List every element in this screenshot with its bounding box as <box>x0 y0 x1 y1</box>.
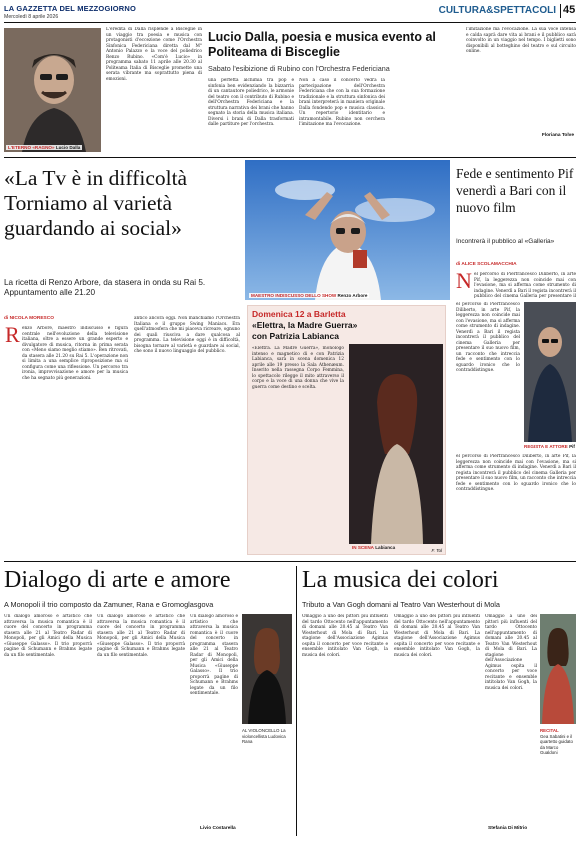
masthead <box>4 3 576 23</box>
cellist-portrait-icon <box>242 614 292 724</box>
musica-caption <box>540 728 576 756</box>
pif-headline: Fede e sentimento Pif venerdì a Bari con il nuovo film <box>456 166 574 215</box>
lucio-caption-name: Lucio Dalla <box>55 145 81 150</box>
pif-text: el percorso di Pierfrancesco Diliberto, in arte Pif, la leggerezza non coincide mai con l'evasione, ma si afferma come strumento di indagine. Venerdì a Bari il regista incontrerà il pubblico del cinema Galleria per presentare il <box>474 272 576 299</box>
newspaper-name: LA GAZZETTA DEL MEZZOGIORNO <box>4 4 137 13</box>
arbore-photo <box>245 160 450 300</box>
lucio-col4: l'imitazione ma l'evocazione. La sua voce intensa e calda saprà dare vita ai brani e il pubblico sarà coinvolto in un viaggio nel tempo. I biglietti sono disponibili al botteghino del teatro e sul circuito online. <box>466 27 576 54</box>
pif-photo <box>524 302 576 442</box>
dialogo-author: Livio Costarella <box>200 826 236 831</box>
dialogo-caption: AL VIOLONCELLO La violoncellista Ludovica Rana <box>242 728 286 744</box>
lucio-col3: Non a caso il concerto vedrà la partecipazione dell'Orchestra Federiciana che con la sua formazione tradizionale e la struttura sinfonica dei brani interpreterà in maniera originale Dalla fondendo pop e musica classica. Un repertorio identitario e intramontabile. Rubino non cerchera l'imitazione ma l'evocazione. <box>299 78 385 127</box>
dialogo-headline: Dialogo di arte e amore <box>4 567 231 593</box>
barletta-caption-name: Labianca <box>375 545 396 550</box>
barletta-photo <box>349 344 443 544</box>
barletta-title: «Elettra, la Madre Guerra» con Patrizia Labianca <box>252 320 358 341</box>
musica-author: Stefania Di Mitrio <box>488 826 528 831</box>
musica-subtitle: Tributo a Van Gogh domani al Teatro Van Westerhout di Mola <box>302 600 500 609</box>
issue-date: Mercoledì 8 aprile 2026 <box>4 14 59 20</box>
dialogo-col1: Un dialogo amoroso e artistico che attraversa la musica romantica è il cuore del concerto in programma stasera alle 21 al Teatro Radar di Monopoli, per gli Amici della Musica «Giuseppe Galasso». Il trio proporrà pagine di Schumann e Brahms legate da un filo sentimentale. <box>4 614 92 658</box>
lucio-headline: Lucio Dalla, poesia e musica evento al Politeama di Bisceglie <box>208 30 436 59</box>
musica-headline: La musica dei colori <box>302 567 499 593</box>
musica-photo <box>540 614 576 724</box>
musica-col1: Omaggio a uno dei pittori più influenti del tardo Ottocento nell'appuntamento di domani alle 20.45 al Teatro Van Westerhout di Mola di Bari. La stagione dell'Associazione Agimus ospita il concerto per voce recitante e ensemble intitolato Van Gogh, la musica dei colori. <box>302 614 388 658</box>
page-number: 45 <box>563 4 576 16</box>
dialogo-col3: Un dialogo amoroso e artistico che attraversa la musica romantica è il cuore del concerto in programma stasera alle 21 al Teatro Radar di Monopoli, per gli Amici della Musica «Giuseppe Galasso». Il trio proporrà pagine di Schumann e Brahms legate da un filo sentimentale. <box>190 614 238 696</box>
lucio-photo <box>4 28 101 152</box>
dialogo-col2: Un dialogo amoroso e artistico che attraversa la musica romantica è il cuore del concerto in programma stasera alle 21 al Teatro Radar di Monopoli, per gli Amici della Musica «Giuseppe Galasso». Il trio proporrà pagine di Schumann e Brahms legate da un filo sentimentale. <box>97 614 185 658</box>
barletta-caption <box>352 545 395 550</box>
arbore-caption-name: Renzo Arbore <box>337 293 368 298</box>
lucio-subtitle: Sabato l'esibizione di Rubino con l'Orchestra Federiciana <box>208 64 390 73</box>
lucio-portrait-icon <box>4 28 101 152</box>
arbore-dropcap: R <box>5 322 20 347</box>
dialogo-photo <box>242 614 292 724</box>
dialogo-subtitle: A Monopoli il trio composto da Zamuner, Rana e Gromoglasgova <box>4 600 214 609</box>
pif-text-left: el percorso di Pierfrancesco Diliberto, in arte Pif, la leggerezza non coincide mai con l'evasione, ma si afferma come strumento di indagine. Venerdì a Bari il regista incontrerà il pubblico del cinema Galleria per presentare il suo nuovo film, un racconto che intreccia fede e sentimento con lo sguardo ironico che lo contraddistingue. <box>456 302 520 373</box>
arbore-caption-label: MAESTRO INDISCUSSO DELLO SHOW <box>251 293 337 298</box>
labianca-portrait-icon <box>349 344 443 544</box>
pif-subtitle: Incontrerà il pubblico al «Galleria» <box>456 238 555 245</box>
arbore-byline: di NICOLA MORESCO <box>4 316 54 321</box>
arbore-photo-caption <box>249 293 369 298</box>
pif-portrait-icon <box>524 302 576 442</box>
arbore-photo-icon <box>245 160 450 300</box>
pif-dropcap: N <box>456 268 472 293</box>
arbore-col1: enzo Arbore, maestro indiscusso e figura centrale nell'evoluzione della televisione italiana, oltre a essere un grande esperto e divulgatore di musica, ritorna in prima serata con «Meno siamo meglio stiamo». Ben ritrovati, da stasera alle 21.20 su Rai 5. L'operazione non si limita a una semplice riproposizione ma si configura come una riflessione. Un percorso tra ironia, improvvisazione e amore per la musica che ha segnato più generazioni. <box>22 326 128 381</box>
divider-1 <box>4 157 576 158</box>
sabatini-portrait-icon <box>540 614 576 724</box>
barletta-author: F. Tol <box>431 548 442 553</box>
musica-col2: Omaggio a uno dei pittori più influenti del tardo Ottocento nell'appuntamento di domani alle 20.45 al Teatro Van Westerhout di Mola di Bari. La stagione dell'Associazione Agimus ospita il concerto per voce recitante e ensemble intitolato Van Gogh, la musica dei colori. <box>394 614 480 658</box>
barletta-text: «Elettra. La Madre Guerra», monologo intenso e magnetico di e con Patrizia Labianca, sarà in scena domenica 12 aprile alle 19 presso la Sala Athenæum. Inserito nella rassegna Corpo Femmina, lo spettacolo rilegge il mito attraverso il corpo e la voce di una donna che vive la guerra come destino e scelta. <box>252 346 344 390</box>
pif-byline: di ALICE SCOLAMACCHIA <box>456 262 517 267</box>
arbore-subhead: La ricetta di Renzo Arbore, da stasera in onda su Rai 5. Appuntamento alle 21.20 <box>4 278 206 297</box>
musica-caption-text: Gea Sabatini e il quartetto guidato da Marco Gualdoni <box>540 733 573 755</box>
lucio-author: Floriana Tolve <box>541 133 574 138</box>
barletta-kicker: Domenica 12 a Barletta <box>252 309 346 319</box>
pif-caption-label: REGISTA E ATTORE <box>524 444 568 449</box>
pif-caption-name: Pif <box>569 444 575 449</box>
page-number-box <box>560 4 576 18</box>
divider-2 <box>4 561 576 562</box>
section-title: CULTURA&SPETTACOLI <box>438 5 556 16</box>
musica-col3: Omaggio a uno dei pittori più influenti del tardo Ottocento nell'appuntamento di domani alle 20.45 al Teatro Van Westerhout di Mola di Bari. La stagione dell'Associazione Agimus ospita il concerto per voce recitante e ensemble intitolato Van Gogh, la musica dei colori. <box>485 614 537 691</box>
lucio-caption-label: L'ETERNO «RAGNO» <box>8 145 55 150</box>
pif-text-bottom: el percorso di Pierfrancesco Diliberto, in arte Pif, la leggerezza non coincide mai con l'evasione, ma si afferma come strumento di indagine. Venerdì a Bari il regista incontrerà il pubblico del cinema Galleria per presentare il suo nuovo film, un racconto che intreccia fede e sentimento con lo sguardo ironico che lo contraddistingue. <box>456 454 576 492</box>
arbore-col2: antico ancora oggi. Non manchiamo l'Orchestra Italiana e il gruppo Swing Maniacs. Era quell'atmosfera che mi piaceva ricreare, ognuno dei quali riusciva a dare qualcosa al programma. La televisione oggi è in difficoltà, bisogna tornare al varietà e guardare ai social, che sono il nuovo linguaggio del pubblico. <box>134 316 240 354</box>
barletta-box <box>247 305 446 555</box>
musica-caption-label: RECITAL <box>540 728 559 733</box>
barletta-caption-label: IN SCENA <box>352 545 374 550</box>
divider-vertical <box>296 566 297 836</box>
lucio-col2: una perfetta alchimia tra pop e sinfonia ben evidenziando la bizzarria di un cantautore poliedrico, le armonie del teatro con il contributo di Rubino e dell'Orchestra Federiciana e la struttura narrativa dei brani che hanno segnato la storia della musica italiana. Diversi i brani di Dalla trasformati dalle partiture per l'orchestra. <box>208 78 294 127</box>
lucio-photo-caption <box>6 145 82 150</box>
pif-caption <box>524 444 575 449</box>
lucio-intro: L'eredità di Dalla risplende a Bisceglie in un viaggio tra poesia e musica con protagonisti d'eccezione come l'Orchestra Sinfonica Federiciana diretta dal M° Antonio Palazzo e la voce del poliedrico Renzo Rubino. «Com'è Lucio» in programma sabato 11 aprile alle 20.30 al Politeama Italia di Bisceglie promette una serata vibrante ma soprattutto piena di emozioni. <box>106 27 202 82</box>
arbore-headline: «La Tv è in difficoltà Torniamo al varietà guardando ai social» <box>4 166 188 240</box>
